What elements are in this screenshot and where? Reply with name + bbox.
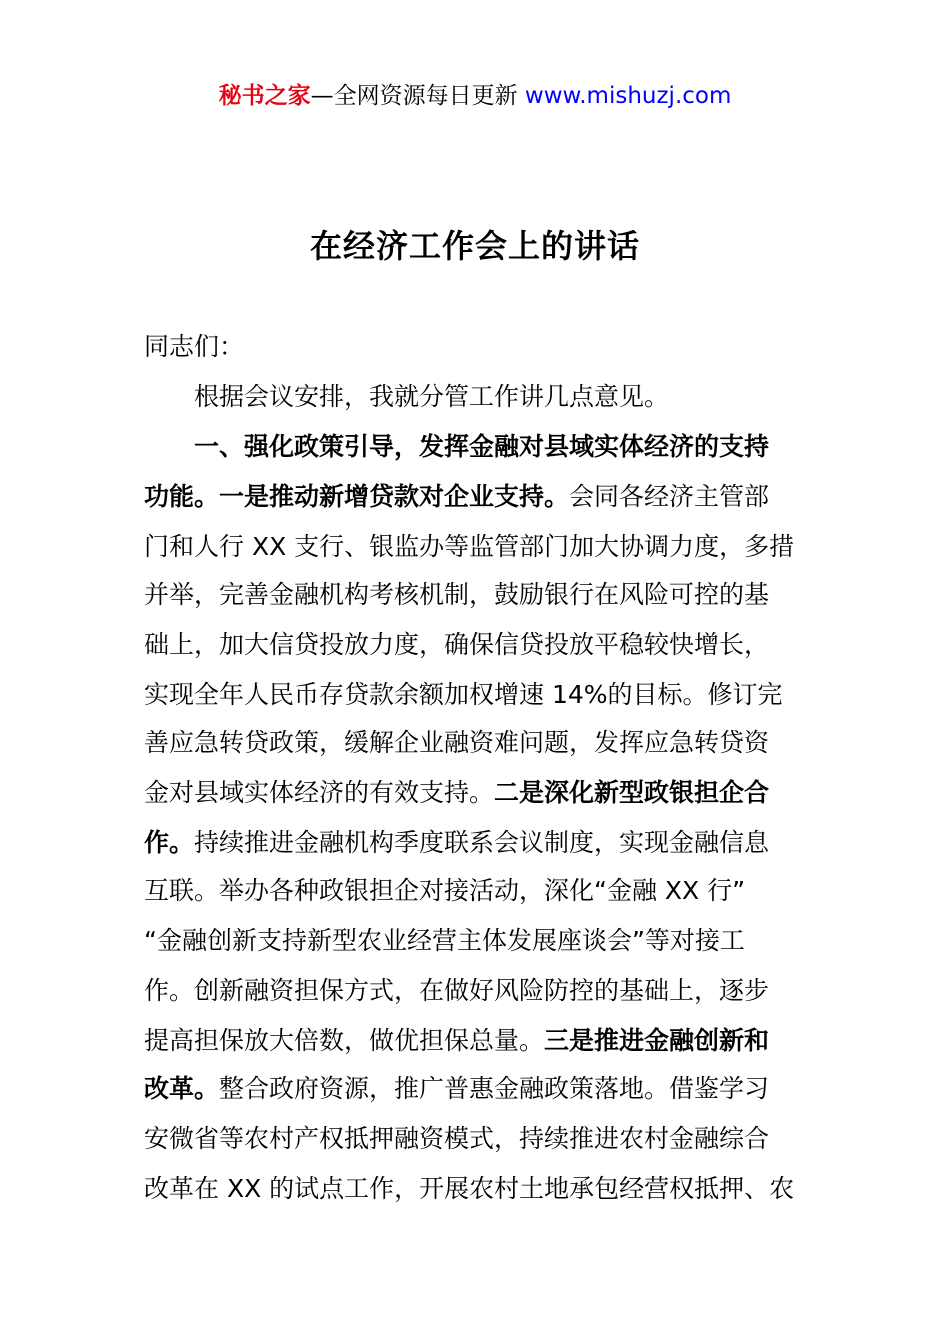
text-line (144, 1024, 769, 1058)
text-segment: 改革在 XX 的试点工作，开展农村土地承包经营权抵押、农 (144, 1174, 795, 1203)
text-line (144, 430, 769, 464)
bold-text-segment: 三是推进金融创新和 (544, 1026, 770, 1055)
document-title: 在经济工作会上的讲话 (309, 227, 640, 265)
site-brand: 秘书之家 (218, 83, 311, 109)
text-line (144, 380, 669, 414)
bold-text-segment: 改革。 (144, 1074, 220, 1103)
text-line (144, 530, 794, 564)
site-header (0, 80, 950, 112)
bold-text-segment: 作。 (144, 828, 195, 857)
text-segment: 作。创新融资担保方式，在做好风险防控的基础上，逐步 (144, 976, 770, 1005)
text-segment: 会同各经济主管部 (569, 482, 770, 511)
text-line (144, 330, 244, 364)
text-line (144, 874, 745, 908)
text-segment: 并举，完善金融机构考核机制，鼓励银行在风险可控的基 (144, 580, 770, 609)
text-segment: 实现全年人民币存贷款余额加权增速 14%的目标。修订完 (144, 680, 783, 709)
text-line (144, 826, 769, 860)
text-segment: 持续推进金融机构季度联系会议制度，实现金融信息 (194, 828, 770, 857)
text-line (144, 1122, 769, 1156)
text-segment: 础上，加大信贷投放力度，确保信贷投放平稳较快增长， (144, 630, 770, 659)
site-url-link[interactable]: www.mishuzj.com (524, 83, 732, 109)
text-segment: 善应急转贷政策，缓解企业融资难问题，发挥应急转贷资 (144, 728, 770, 757)
text-segment: 根据会议安排，我就分管工作讲几点意见。 (144, 382, 670, 411)
bold-text-segment: 二是深化新型政银担企合 (494, 778, 770, 807)
text-line (144, 480, 769, 514)
text-segment: 金对县域实体经济的有效支持。 (144, 778, 495, 807)
site-tagline: —全网资源每日更新 (310, 83, 525, 109)
text-segment: 门和人行 XX 支行、银监办等监管部门加大协调力度，多措 (144, 532, 795, 561)
text-segment: 互联。举办各种政银担企对接活动，深化“金融 XX 行” (144, 876, 746, 905)
bold-text-segment: 一、强化政策引导，发挥金融对县域实体经济的支持 (144, 432, 770, 461)
text-segment: 提高担保放大倍数，做优担保总量。 (144, 1026, 545, 1055)
text-segment: 安微省等农村产权抵押融资模式，持续推进农村金融综合 (144, 1124, 770, 1153)
text-line (144, 924, 745, 958)
text-line (144, 776, 769, 810)
text-segment: “金融创新支持新型农业经营主体发展座谈会”等对接工 (144, 926, 745, 955)
text-line (144, 1072, 769, 1106)
text-line (144, 578, 769, 612)
text-segment: 整合政府资源，推广普惠金融政策落地。借鉴学习 (219, 1074, 770, 1103)
text-line (144, 628, 769, 662)
text-segment: 同志们： (144, 332, 245, 361)
text-line (144, 1172, 794, 1206)
text-line (144, 678, 783, 712)
text-line (144, 974, 769, 1008)
bold-text-segment: 功能。一是推动新增贷款对企业支持。 (144, 482, 570, 511)
text-line (144, 726, 769, 760)
